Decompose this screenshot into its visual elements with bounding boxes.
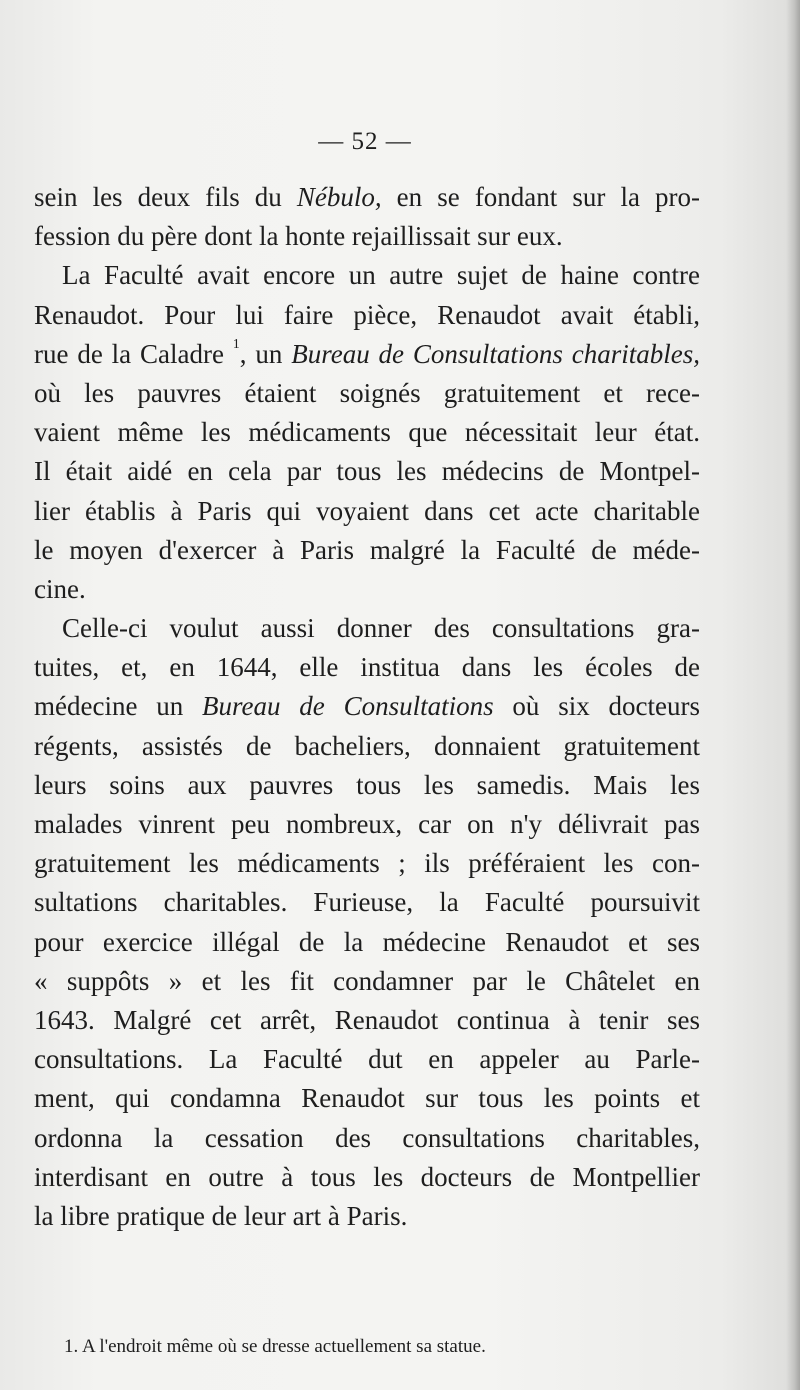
text-line bbox=[34, 1001, 700, 1040]
text-line bbox=[34, 1079, 700, 1118]
text-segment: où six docteurs bbox=[493, 691, 700, 722]
text-segment: où les pauvres étaient soignés gratuitement et rece- bbox=[34, 377, 700, 408]
text-segment: Celle-ci voulut aussi donner des consultations gra- bbox=[62, 613, 700, 644]
text-segment: La Faculté avait encore un autre sujet de haine contre bbox=[62, 260, 700, 291]
text-segment: interdisant en outre à tous les docteurs de Montpellier bbox=[34, 1161, 700, 1192]
text-segment: fession du père dont la honte rejaillissait sur eux. bbox=[34, 221, 563, 252]
text-segment: cine. bbox=[34, 573, 86, 604]
text-segment: Renaudot. Pour lui faire pièce, Renaudot avait établi, bbox=[34, 299, 700, 330]
text-segment: rue de la Caladre bbox=[34, 338, 233, 369]
footnote-marker: 1 bbox=[232, 336, 240, 352]
text-line bbox=[34, 1197, 700, 1236]
text-line bbox=[34, 1119, 700, 1158]
text-line bbox=[34, 413, 700, 452]
text-segment: ordonna la cessation des consultations charitables, bbox=[34, 1122, 700, 1153]
footnote: 1. A l'endroit même où se dresse actuellement sa statue. bbox=[64, 1336, 486, 1357]
text-segment: leurs soins aux pauvres tous les samedis. Mais les bbox=[34, 769, 700, 800]
body-text bbox=[34, 178, 700, 1236]
text-line bbox=[34, 727, 700, 766]
text-segment: malades vinrent peu nombreux, car on n'y délivrait pas bbox=[34, 809, 700, 839]
text-line bbox=[34, 256, 700, 295]
text-segment: régents, assistés de bacheliers, donnaient gratuitement bbox=[34, 730, 700, 761]
text-segment: ment, qui condamna Renaudot sur tous les points et bbox=[34, 1083, 700, 1114]
text-line bbox=[34, 609, 700, 648]
text-line bbox=[34, 492, 700, 531]
text-line bbox=[34, 766, 700, 805]
text-line bbox=[34, 883, 700, 922]
text-segment: en se fondant sur la pro- bbox=[381, 182, 700, 212]
text-line bbox=[34, 452, 700, 491]
page-number: — 52 — bbox=[318, 128, 412, 155]
italic-text: Bureau de Consultations charitables, bbox=[291, 338, 700, 369]
text-line bbox=[34, 335, 700, 374]
text-segment: pour exercice illégal de la médecine Renaudot et ses bbox=[34, 926, 700, 957]
text-line bbox=[34, 296, 700, 335]
text-line bbox=[34, 217, 700, 256]
text-line bbox=[34, 687, 700, 726]
text-line bbox=[34, 962, 700, 1001]
page-edge-shadow bbox=[786, 0, 800, 1390]
text-segment: vaient même les médicaments que nécessitait leur état. bbox=[34, 417, 700, 448]
text-segment: 1643. Malgré cet arrêt, Renaudot continua à tenir ses bbox=[34, 1004, 700, 1035]
text-line bbox=[34, 178, 700, 217]
text-segment: la libre pratique de leur art à Paris. bbox=[34, 1200, 408, 1231]
text-segment: « suppôts » et les fit condamner par le Châtelet en bbox=[34, 965, 700, 996]
text-line bbox=[34, 805, 700, 844]
text-segment: lier établis à Paris qui voyaient dans cet acte charitable bbox=[34, 495, 700, 526]
text-line bbox=[34, 923, 700, 962]
italic-text: Nébulo, bbox=[296, 182, 382, 212]
text-line bbox=[34, 374, 700, 413]
italic-text: Bureau de Consultations bbox=[202, 691, 494, 722]
text-line bbox=[34, 531, 700, 570]
text-segment: Il était aidé en cela par tous les médecins de Montpel- bbox=[34, 456, 700, 487]
text-segment: médecine un bbox=[34, 691, 203, 722]
text-line bbox=[34, 1158, 700, 1197]
text-segment: le moyen d'exercer à Paris malgré la Faculté de méde- bbox=[34, 534, 700, 565]
text-segment: sein les deux fils du bbox=[34, 182, 297, 212]
text-segment: , un bbox=[239, 338, 292, 369]
text-segment: consultations. La Faculté dut en appeler au Parle- bbox=[34, 1044, 700, 1075]
text-segment: tuites, et, en 1644, elle institua dans les écoles de bbox=[34, 652, 700, 683]
text-line bbox=[34, 844, 700, 883]
text-segment: sultations charitables. Furieuse, la Faculté poursuivit bbox=[34, 887, 700, 918]
text-line bbox=[34, 1040, 700, 1079]
text-line bbox=[34, 648, 700, 687]
text-segment: gratuitement les médicaments ; ils préféraient les con- bbox=[34, 848, 700, 879]
text-line bbox=[34, 570, 700, 609]
